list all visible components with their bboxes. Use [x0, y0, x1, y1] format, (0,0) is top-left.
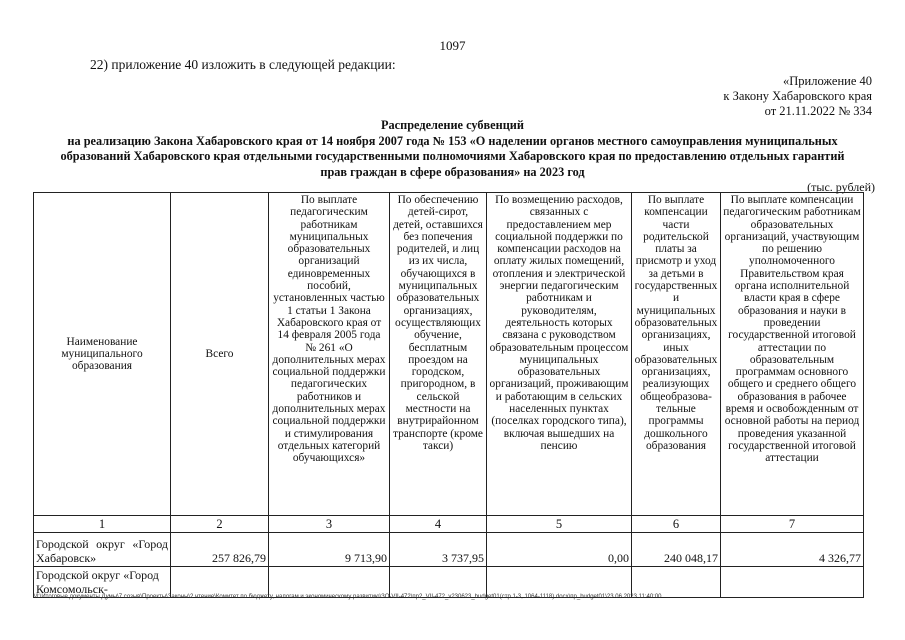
column-number: 2	[171, 516, 269, 533]
cell-value: 0,00	[487, 533, 632, 567]
file-path-footer: M:\Итоговые документы Думы\7 созыв\Проекты\Законы\2 чтение\Комитет по бюджету, налогам и экономическому развитию\ЗО-VII-472\пр2_VII-472_v230623_budget01(стр.1-3, 1064-1118).docx\пр_budget01\23.06.2023 11:40:00	[33, 594, 662, 600]
document-title	[20, 118, 885, 180]
header-municipality: Наименование муниципального образования	[34, 193, 171, 516]
municipality-name: Городской округ «Город Хабаровск»	[34, 533, 171, 567]
total-value: 257 826,79	[171, 533, 269, 567]
appendix-line-1: «Приложение 40	[783, 74, 872, 88]
header-row	[34, 193, 864, 516]
header-total: Всего	[171, 193, 269, 516]
appendix-line-3: от 21.11.2022 № 334	[764, 104, 872, 118]
column-number: 5	[487, 516, 632, 533]
cell-value	[632, 567, 721, 598]
cell-value: 4 326,77	[721, 533, 864, 567]
table-row	[34, 567, 864, 598]
municipality-name: Городской округ «Город Комсомольск-	[34, 567, 171, 598]
appendix-line-2: к Закону Хабаровского края	[723, 89, 872, 103]
header-col-3: По выплате педагогическим работникам муниципальных образовательных организаций единовременных пособий, установленных частью 1 статьи 1 Закона Хабаровского края от 14 февраля 2005 года № 261 «О дополнительных мерах социальной поддержки педагогических работников и дополнительных мерах социальной поддержки и стимулирования отдельных категорий обучающихся»	[269, 193, 390, 516]
header-col-5: По возмещению расходов, связанных с предоставлением мер социальной поддержки по компенсации расходов на оплату жилых помещений, отопления и электрической энергии педагогическим работникам и руководителям, деятельность которых связана с руководством образовательным процессом муниципальных образовательных организаций, проживающим и работающим в сельских населенных пунктах (поселках городского типа), включая вышедших на пенсию	[487, 193, 632, 516]
header-col-7: По выплате компенсации педагогическим работникам образовательных организаций, участвующим по решению уполномоченного Правительством края органа исполнительной власти края в сфере образования и науки в проведении государственной итоговой аттестации по образовательным программам основного общего и среднего общего образования в рабочее время и освобожденным от основной работы на период проведения указанной государственной итоговой аттестации	[721, 193, 864, 516]
cell-value: 3 737,95	[390, 533, 487, 567]
column-number-row	[34, 516, 864, 533]
title-line-4: прав граждан в сфере образования» на 2023 год	[320, 164, 585, 179]
table-row	[34, 533, 864, 567]
title-line-3: образований Хабаровского края отдельными государственными полномочиями Хабаровского края по предоставлению отдельных гарантий	[60, 149, 845, 163]
cell-value	[721, 567, 864, 598]
column-number: 1	[34, 516, 171, 533]
title-line-2: на реализацию Закона Хабаровского края от 14 ноября 2007 года № 153 «О наделении органов местного самоуправления муниципальных	[67, 133, 838, 148]
column-number: 4	[390, 516, 487, 533]
intro-text: 22) приложение 40 изложить в следующей редакции:	[90, 57, 396, 72]
units-label: (тыс. рублей)	[807, 180, 875, 194]
cell-value	[390, 567, 487, 598]
cell-value	[487, 567, 632, 598]
column-number: 7	[721, 516, 864, 533]
cell-value	[269, 567, 390, 598]
total-value	[171, 567, 269, 598]
header-col-6: По выплате компенсации части родительской платы за присмотр и уход за детьми в государственных и муниципальных образовательных организациях, иных образовательных организациях, реализующих общеобразова-тельные программы дошкольного образования	[632, 193, 721, 516]
title-line-1: Распределение субвенций	[381, 118, 524, 132]
column-number: 3	[269, 516, 390, 533]
cell-value: 9 713,90	[269, 533, 390, 567]
cell-value: 240 048,17	[632, 533, 721, 567]
appendix-reference	[723, 74, 872, 119]
page-number: 1097	[439, 38, 466, 53]
column-number: 6	[632, 516, 721, 533]
subsidy-table	[33, 192, 864, 598]
header-col-4: По обеспечению детей-сирот, детей, оставшихся без попечения родителей, и лиц из их числа, обучающихся в муниципальных образовательных организациях, осуществляющих обучение, бесплатным проездом на городском, пригородном, в сельской местности на внутрирайонном транспорте (кроме такси)	[390, 193, 487, 516]
